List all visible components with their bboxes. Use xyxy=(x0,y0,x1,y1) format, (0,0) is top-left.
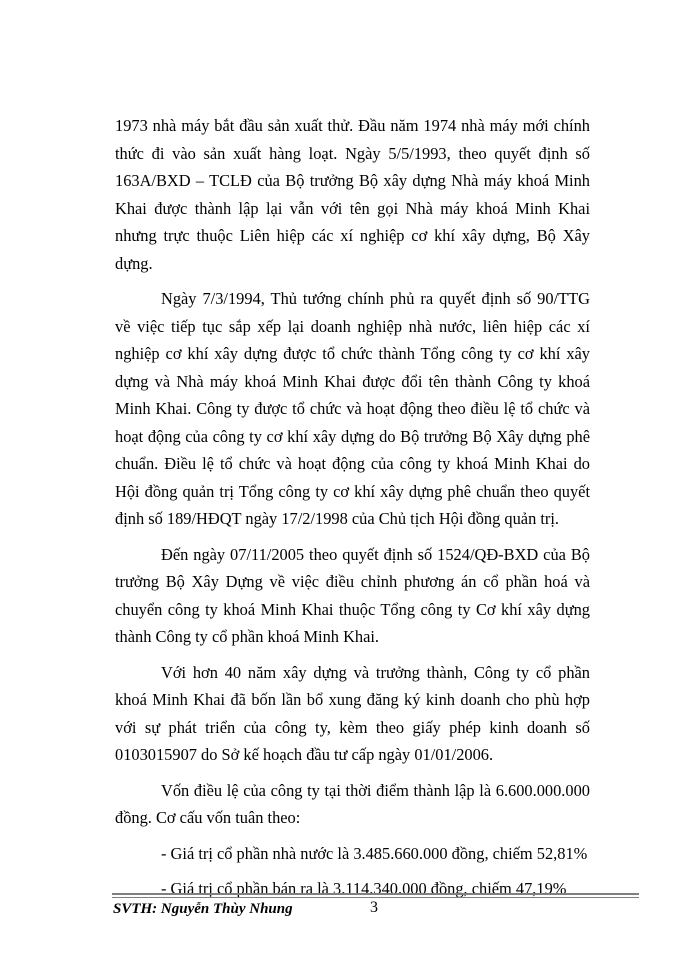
paragraph-5: Vốn điều lệ của công ty tại thời điểm thành lập là 6.600.000.000 đồng. Cơ cấu vốn tuân theo: xyxy=(115,780,590,827)
paragraph-3: Đến ngày 07/11/2005 theo quyết định số 1524/QĐ-BXD của Bộ trưởng Bộ Xây Dựng về việc điều chỉnh phương án cổ phần hoá và chuyển công ty khoá Minh Khai thuộc Tổng công ty Cơ khí xây dựng thành Công ty cổ phần khoá Minh Khai. xyxy=(115,544,590,646)
page-body xyxy=(115,112,590,911)
page-number: 3 xyxy=(370,899,378,916)
footer-divider xyxy=(112,893,639,895)
footer-author: SVTH: Nguyễn Thùy Nhung xyxy=(113,901,293,917)
paragraph-1: 1973 nhà máy bắt đầu sản xuất thử. Đầu năm 1974 nhà máy mới chính thức đi vào sản xuất hàng loạt. Ngày 5/5/1993, theo quyết định số 163A/BXD – TCLĐ của Bộ trưởng Bộ xây dựng Nhà máy khoá Minh Khai được thành lập lại vẫn với tên gọi Nhà máy khoá Minh Khai nhưng trực thuộc Liên hiệp các xí nghiệp cơ khí xây dựng, Bộ Xây dựng. xyxy=(115,116,590,273)
paragraph-2: Ngày 7/3/1994, Thủ tướng chính phủ ra quyết định số 90/TTG về việc tiếp tục sắp xếp lại doanh nghiệp nhà nước, liên hiệp các xí nghiệp cơ khí xây dựng được tổ chức thành Tổng công ty cơ khí xây dựng và Nhà máy khoá Minh Khai được đổi tên thành Công ty khoá Minh Khai. Công ty được tổ chức và hoạt động theo điều lệ tổ chức và hoạt động của công ty cơ khí xây dựng do Bộ trưởng Bộ Xây dựng phê chuẩn. Điều lệ tổ chức và hoạt động của công ty khoá Minh Khai do Hội đồng quản trị Tổng công ty cơ khí xây dựng phê chuẩn theo quyết định số 189/HĐQT ngày 17/2/1998 của Chủ tịch Hội đồng quản trị. xyxy=(115,289,590,528)
bullet-sold-shares: - Giá trị cổ phần bán ra là 3.114.340.000 đồng, chiếm 47,19% xyxy=(161,879,567,898)
bullet-state-shares: - Giá trị cổ phần nhà nước là 3.485.660.000 đồng, chiếm 52,81% xyxy=(161,843,588,863)
footer-divider-thin xyxy=(112,897,639,898)
paragraph-4: Với hơn 40 năm xây dựng và trưởng thành, Công ty cổ phần khoá Minh Khai đã bốn lần bổ xung đăng ký kinh doanh cho phù hợp với sự phát triển của công ty, kèm theo giấy phép kinh doanh số 0103015907 do Sở kế hoạch đầu tư cấp ngày 01/01/2006. xyxy=(115,662,590,764)
